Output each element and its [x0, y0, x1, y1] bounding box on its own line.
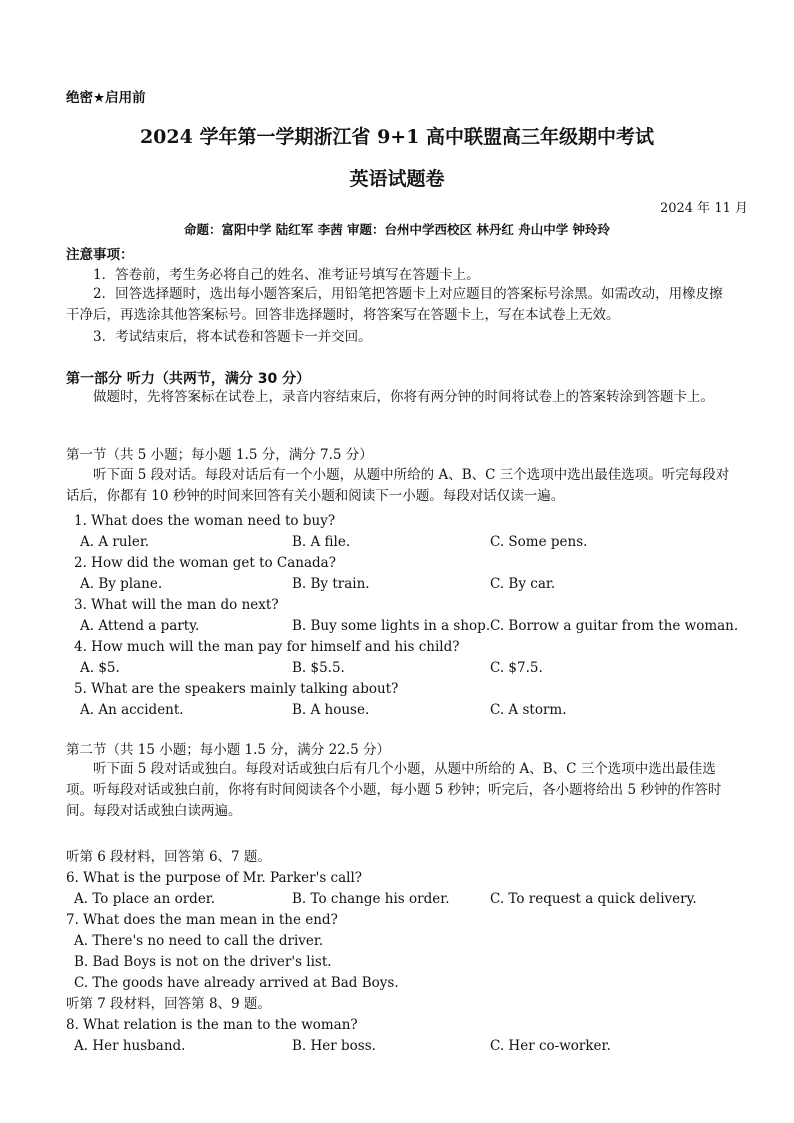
q2-option-c: C. By car.	[490, 576, 556, 592]
q5-option-c: C. A storm.	[490, 702, 567, 718]
part1-intro: 做题时，先将答案标在试卷上，录音内容结束后，你将有两分钟的时间将试卷上的答案转涂到答题卡上。	[93, 389, 714, 405]
q6-option-c: C. To request a quick delivery.	[490, 891, 697, 907]
exam-authors: 命题：富阳中学 陆红军 李茜 审题：台州中学西校区 林丹红 舟山中学 钟玲玲	[183, 222, 611, 237]
exam-subtitle: 英语试题卷	[349, 168, 445, 190]
q3-option-a: A. Attend a party.	[80, 618, 200, 634]
q8-option-b: B. Her boss.	[292, 1038, 376, 1054]
note-item-1: 1．答卷前，考生务必将自己的姓名、准考证号填写在答题卡上。	[93, 267, 480, 283]
q3-option-c: C. Borrow a guitar from the woman.	[490, 618, 739, 634]
section1-heading: 第一节（共 5 小题；每小题 1.5 分，满分 7.5 分）	[66, 447, 373, 463]
question-2: 2. How did the woman get to Canada?	[74, 555, 336, 571]
question-1: 1. What does the woman need to buy?	[74, 513, 336, 529]
section1-intro: 听下面 5 段对话。每段对话后有一个小题，从题中所给的 A、B、C 三个选项中选出最佳选项。听完每段对话后，你都有 10 秒钟的时间来回答有关小题和阅读下一小题。每段对话仅读一遍。	[66, 467, 730, 504]
notes-heading: 注意事项：	[66, 247, 134, 263]
note-item-2: 2．回答选择题时，选出每小题答案后，用铅笔把答题卡上对应题目的答案标号涂黑。如需改动，用橡皮擦干净后，再选涂其他答案标号。回答非选择题时，将答案写在答题卡上，写在本试卷上无效。	[66, 286, 723, 323]
question-6: 6. What is the purpose of Mr. Parker's call?	[66, 870, 363, 886]
q7-option-a: A. There's no need to call the driver.	[74, 933, 324, 949]
question-4: 4. How much will the man pay for himself and his child?	[74, 639, 460, 655]
q5-option-b: B. A house.	[292, 702, 370, 718]
q4-option-c: C. $7.5.	[490, 660, 543, 676]
q1-option-a: A. A ruler.	[80, 534, 150, 550]
question-8: 8. What relation is the man to the woman?	[66, 1017, 358, 1033]
q8-option-a: A. Her husband.	[74, 1038, 186, 1054]
q3-option-b: B. Buy some lights in a shop.	[292, 618, 491, 634]
q6-option-b: B. To change his order.	[292, 891, 450, 907]
q1-option-c: C. Some pens.	[490, 534, 588, 550]
question-5: 5. What are the speakers mainly talking about?	[74, 681, 399, 697]
question-7: 7. What does the man mean in the end?	[66, 912, 338, 928]
q4-option-b: B. $5.5.	[292, 660, 345, 676]
material-7-instruction: 听第 7 段材料，回答第 8、9 题。	[66, 996, 271, 1012]
q1-option-b: B. A file.	[292, 534, 351, 550]
exam-title: 2024 学年第一学期浙江省 9+1 高中联盟高三年级期中考试	[139, 126, 655, 148]
exam-date: 2024 年 11 月	[659, 201, 748, 216]
q2-option-a: A. By plane.	[80, 576, 163, 592]
confidential-label: 绝密★启用前	[66, 90, 146, 106]
material-6-instruction: 听第 6 段材料，回答第 6、7 题。	[66, 849, 271, 865]
q8-option-c: C. Her co-worker.	[490, 1038, 611, 1054]
q4-option-a: A. $5.	[80, 660, 120, 676]
q2-option-b: B. By train.	[292, 576, 370, 592]
q7-option-b: B. Bad Boys is not on the driver's list.	[74, 954, 332, 970]
q5-option-a: A. An accident.	[80, 702, 184, 718]
q6-option-a: A. To place an order.	[74, 891, 216, 907]
question-3: 3. What will the man do next?	[74, 597, 279, 613]
section2-intro: 听下面 5 段对话或独白。每段对话或独白后有几个小题，从题中所给的 A、B、C 三个选项中选出最佳选项。听每段对话或独白前，你将有时间阅读各个小题，每小题 5 秒钟；听完后，各小题将给出 5 秒钟的作答时间。每段对话或独白读两遍。	[66, 761, 722, 819]
part1-heading: 第一部分 听力（共两节，满分 30 分）	[66, 371, 311, 387]
section2-heading: 第二节（共 15 小题；每小题 1.5 分，满分 22.5 分）	[66, 742, 390, 758]
note-item-3: 3．考试结束后，将本试卷和答题卡一并交回。	[93, 329, 372, 345]
q7-option-c: C. The goods have already arrived at Bad Boys.	[74, 975, 399, 991]
